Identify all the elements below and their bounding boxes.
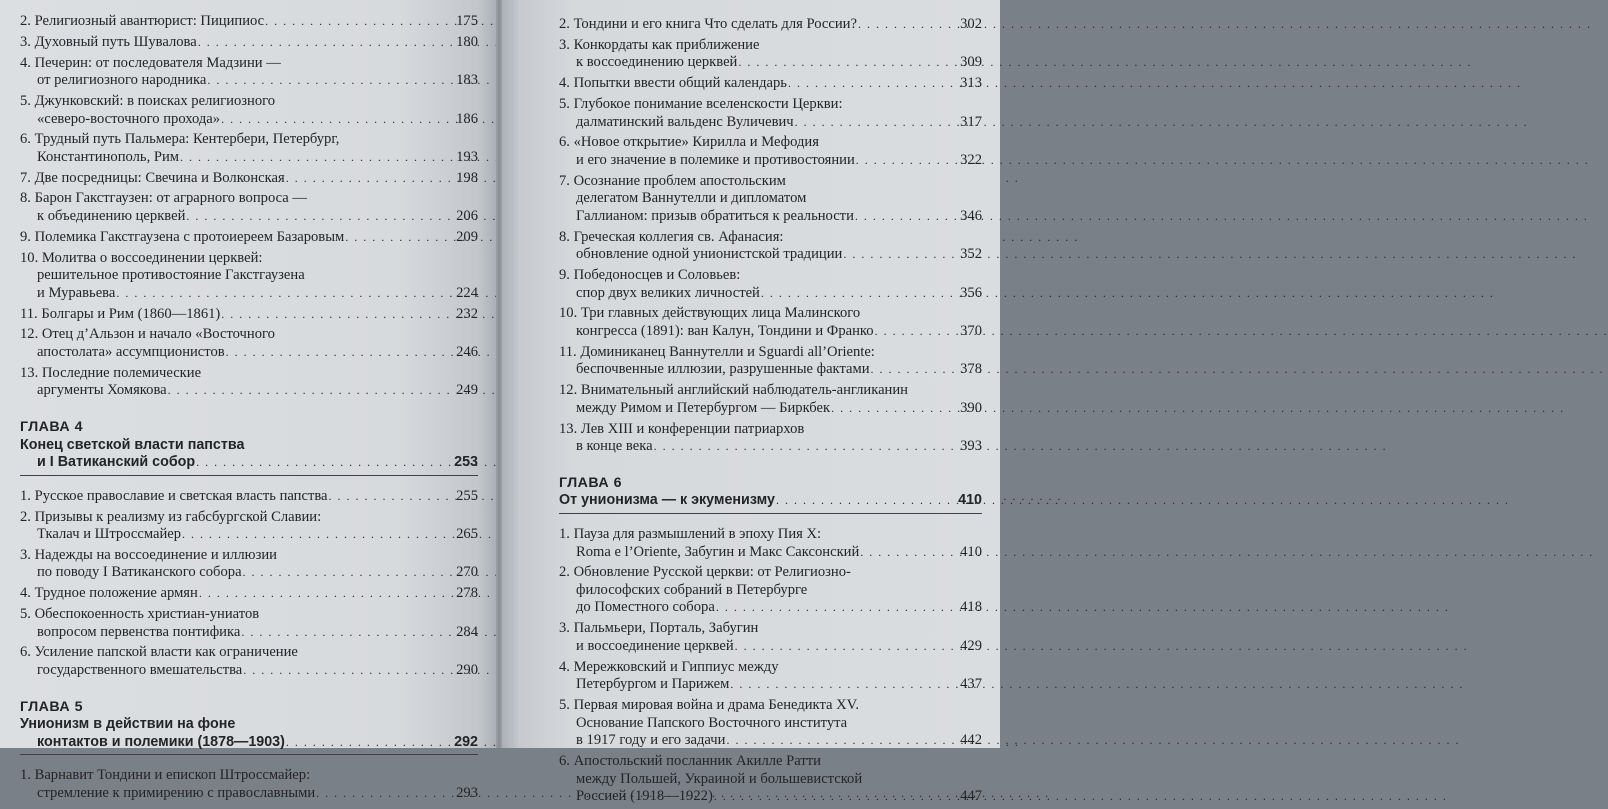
toc-entry [20,13,478,31]
toc-entry [559,16,982,34]
page-number: 265 [456,526,478,543]
page-number: 356 [960,284,982,301]
chapter-6 [559,475,982,514]
entry-line: контактов и полемики (1878—1903) [37,733,285,750]
page-number: 309 [960,54,982,71]
toc-entry [20,547,478,582]
dot-leader [221,306,455,324]
entry-line: к воссоединению церквей [576,54,738,71]
toc-entry [559,267,982,302]
entry-line: 10. Молитва о воссоединении церквей: [20,249,263,266]
entry-line: Roma e l’Oriente, Забугин и Макс Саксонский [576,543,860,560]
entry-line: в конце века [576,438,653,455]
page-number: 183 [456,72,478,89]
entry-line: и его значение в полемике и противостоянии [576,151,855,168]
entry-line: от религиозного народника [37,72,207,89]
toc-entry [20,170,478,188]
entry-line: конгресса (1891): ван Калун, Тондини и Франко [576,323,874,339]
dot-leader [345,229,455,247]
entry-last-line [20,344,478,362]
entry-last-line [559,492,982,510]
entry-line: Константинополь, Рим [37,148,180,165]
entry-last-line [20,170,478,188]
toc-entry [20,131,478,166]
page-number: 293 [456,784,478,801]
page-number: 246 [456,343,478,360]
page-number: 410 [958,492,982,509]
dot-leader [761,285,959,303]
page-number: 429 [960,637,982,654]
entry-line: и I Ватиканский собор [37,454,196,471]
chapter-4 [20,419,478,476]
page-number: 284 [456,623,478,640]
chapter-5-entries [20,767,478,802]
page-number: 410 [960,543,982,560]
entry-line: 5. Обеспокоенность христиан-униатов [20,606,260,623]
right-top-entries [559,16,982,456]
page-number: 292 [454,733,478,750]
entry-last-line [20,564,478,582]
page-number: 290 [456,662,478,678]
toc-entry [20,606,478,641]
page-number: 352 [960,246,982,263]
dot-leader [186,208,455,226]
page-number: 370 [960,323,982,339]
page-number: 255 [456,487,478,504]
entry-last-line [559,16,982,34]
entry-last-line [559,361,982,379]
page-number: 390 [960,399,982,416]
entry-line: далматинский вальденс Вуличевич [576,113,794,130]
dot-leader [207,72,455,90]
toc-entry [559,659,982,694]
entry-line: Россией (1918—1922) [576,788,713,805]
toc-entry [20,306,478,324]
entry-last-line [559,208,982,226]
entry-line: 6. «Новое открытие» Кирилла и Мефодия [559,134,819,151]
chapter-6-entries [559,526,982,806]
page-number: 253 [454,454,478,471]
chapter-6-rule [559,513,982,514]
entry-line: философских собраний в Петербурге [576,581,808,598]
toc-entry [20,585,478,603]
chapter-4-entries [20,488,478,680]
entry-line: 7. Две посредницы: Свечина и Волконская [20,169,285,186]
entry-last-line [559,54,982,72]
toc-entry [559,134,982,169]
entry-line: 6. Трудный путь Пальмера: Кентербери, Петербург, [20,131,340,148]
entry-line: 6. Апостольский посланник Акилле Ратти [559,752,821,769]
entry-line: и воссоединение церквей [576,637,734,654]
toc-entry [20,644,478,679]
entry-line: 2. Призывы к реализму из габсбургской Славии: [20,508,322,525]
entry-last-line [20,229,478,247]
entry-last-line [20,662,478,680]
entry-last-line [559,788,982,806]
toc-entry [559,75,982,93]
chapter-5-rule [20,754,478,755]
toc-entry [20,34,478,52]
entry-line: 3. Конкордаты как приближение [559,36,760,53]
page-number: 270 [456,564,478,581]
page-number: 442 [960,732,982,749]
dot-leader [265,13,455,31]
page-number: 206 [456,208,478,225]
entry-line: стремление к примирению с православными [37,784,316,801]
dot-leader [226,344,455,362]
entry-last-line [559,732,982,750]
entry-line: 4. Печерин: от последователя Мадзини — [20,54,281,71]
entry-line: делегатом Ваннутелли и дипломатом [576,190,807,207]
page-number: 317 [960,113,982,130]
entry-last-line [20,111,478,129]
entry-line: 5. Джунковский: в поисках религиозного [20,92,276,109]
entry-line: 4. Попытки ввести общий календарь [559,75,787,92]
page-number: 186 [456,110,478,127]
entry-last-line [20,208,478,226]
entry-line: к объединению церквей [37,208,186,225]
toc-entry [20,509,478,544]
entry-line: Основание Папского Восточного института [576,714,848,731]
entry-last-line [20,585,478,603]
entry-line: 5. Глубокое понимание вселенскости Церкви: [559,95,843,112]
entry-last-line [20,72,478,90]
dot-leader [180,149,455,167]
dot-leader [221,111,455,129]
entry-last-line [20,734,478,752]
entry-line: 2. Тондини и его книга Что сделать для России? [559,16,857,32]
page-number: 447 [960,788,982,805]
entry-line: решительное противостояние Гакстгаузена [37,267,305,284]
page-number: 418 [960,599,982,616]
dot-leader [875,323,960,341]
page-number: 322 [960,151,982,168]
chapter-4-title [20,437,478,472]
chapter-4-rule [20,475,478,476]
entry-line: 8. Барон Гакстгаузен: от аграрного вопроса — [20,190,307,207]
entry-last-line [20,624,478,642]
entry-last-line [20,149,478,167]
toc-entry [20,767,478,802]
entry-line: между Римом и Петербургом — Биркбек [576,399,831,416]
toc-entry [559,564,982,617]
entry-line: 5. Первая мировая война и драма Бенедикта XV. [559,697,859,713]
dot-leader [843,246,959,264]
left-top-entries [20,13,478,400]
entry-line: «северо-восточного прохода» [37,110,221,127]
entry-line: беспочвенные иллюзии, разрушенные фактами [576,361,870,378]
toc-entry [20,365,478,400]
left-page [0,0,498,801]
entry-line: между Польшей, Украиной и большевистской [576,770,863,787]
book-gutter [496,0,502,748]
toc-entry [20,229,478,247]
dot-leader [714,788,959,806]
entry-line: государственного вмешательства [37,662,243,678]
dot-leader [243,662,455,680]
chapter-title-block [559,492,982,510]
entry-last-line [559,638,982,656]
toc-entry [559,305,982,340]
entry-last-line [559,400,982,418]
chapter-title-block [20,437,478,472]
toc-entry [559,382,982,417]
entry-line: спор двух великих личностей [576,284,760,301]
entry-line: 12. Отец д’Альзон и начало «Восточного [20,326,275,343]
entry-last-line [20,382,478,400]
page-number: 224 [456,284,478,301]
page-number: 180 [456,33,478,50]
chapter-5-title [20,716,478,751]
dot-leader [241,624,455,642]
entry-line: аргументы Хомякова [37,382,167,399]
dot-leader [716,599,959,617]
page-number: 278 [456,585,478,602]
entry-last-line [559,544,982,562]
toc-entry [20,488,478,506]
entry-line: 6. Усиление папской власти как ограничение [20,644,298,661]
entry-line: Конец светской власти папства [20,436,245,453]
dot-leader [199,585,455,603]
entry-last-line [559,676,982,694]
entry-line: Галлианом: призыв обратиться к реальности [576,207,854,224]
page-number: 393 [960,438,982,455]
entry-line: 3. Духовный путь Шувалова [20,33,197,50]
entry-last-line [20,488,478,506]
entry-line: 1. Варнавит Тондини и епископ Штроссмайер: [20,767,311,784]
toc-entry [559,173,982,226]
entry-line: 1. Русское православие и светская власть папства [20,487,328,504]
page-number: 198 [456,169,478,186]
dot-leader [726,732,959,750]
toc-entry [20,93,478,128]
dot-leader [182,526,455,544]
entry-line: 3. Пальмьери, Порталь, Забугин [559,620,759,637]
dot-leader [788,75,959,93]
entry-line: От унионизма — к экуменизму [559,492,775,509]
chapter-6-label: ГЛАВА 6 [559,474,623,491]
right-toc-column [559,16,982,809]
entry-line: 12. Внимательный английский наблюдатель-англиканин [559,382,908,399]
dot-leader [168,382,455,400]
page-number: 249 [456,382,478,399]
entry-line: 2. Обновление Русской церкви: от Религиозно- [559,564,851,581]
entry-last-line [20,454,478,472]
entry-line: 4. Трудное положение армян [20,585,198,602]
page-number: 378 [960,361,982,378]
dot-leader [738,54,959,72]
toc-entry [559,526,982,561]
toc-entry [559,96,982,131]
entry-last-line [559,246,982,264]
entry-last-line [559,114,982,132]
entry-last-line [20,785,478,803]
page-number: 193 [456,148,478,165]
dot-leader [198,34,455,52]
entry-last-line [559,152,982,170]
toc-entry [559,620,982,655]
dot-leader [795,114,960,132]
entry-last-line [20,526,478,544]
dot-leader [855,208,959,226]
entry-line: 3. Надежды на воссоединение и иллюзии [20,546,277,563]
entry-line: по поводу I Ватиканского собора [37,564,242,581]
page-number: 209 [456,228,478,245]
entry-line: 11. Доминиканец Ваннутелли и Sguardi all’Oriente: [559,343,875,360]
entry-line: 4. Мережковский и Гиппиус между [559,658,779,675]
page-number: 232 [456,305,478,322]
dot-leader [116,285,455,303]
entry-last-line [20,34,478,52]
dot-leader [856,152,959,170]
toc-entry [20,250,478,303]
page-number: 313 [960,75,982,92]
toc-entry [20,326,478,361]
toc-entry [559,753,982,806]
dot-leader [730,676,959,694]
entry-last-line [20,306,478,324]
page-number: 437 [960,676,982,693]
entry-line: 11. Болгары и Рим (1860—1861) [20,305,221,322]
entry-line: 13. Лев XIII и конференции патриархов [559,420,805,437]
toc-entry [559,37,982,72]
entry-line: вопросом первенства понтифика [37,623,241,640]
left-toc-column [20,13,478,806]
toc-entry [559,229,982,264]
entry-line: в 1917 году и его задачи [576,732,726,749]
entry-line: 13. Последние полемические [20,364,202,381]
entry-line: Ткалач и Штроссмайер [37,526,182,543]
entry-line: 9. Полемика Гакстгаузена с протоиереем Базаровым [20,228,345,245]
entry-last-line [20,13,478,31]
dot-leader [858,16,959,34]
toc-entry [20,190,478,225]
entry-last-line [559,438,982,456]
chapter-4-label: ГЛАВА 4 [20,418,84,435]
entry-line: 8. Греческая коллегия св. Афанасия: [559,228,784,245]
entry-line: 1. Пауза для размышлений в эпоху Пия X: [559,525,822,542]
entry-line: до Поместного собора [576,599,715,616]
entry-line: и Муравьева [37,284,116,301]
dot-leader [316,785,455,803]
entry-last-line [559,323,982,341]
entry-line: Петербургом и Парижем [576,676,730,693]
toc-entry [559,697,982,750]
dot-leader [735,638,959,656]
entry-line: 9. Победоносцев и Соловьев: [559,267,741,284]
chapter-6-title [559,492,982,510]
chapter-5-label: ГЛАВА 5 [20,698,84,715]
entry-last-line [559,75,982,93]
entry-line: 10. Три главных действующих лица Малинского [559,305,861,322]
dot-leader [243,564,456,582]
page-number: 175 [456,13,478,29]
entry-last-line [559,285,982,303]
page-number: 346 [960,207,982,224]
dot-leader [329,488,456,506]
chapter-title-block [20,716,478,751]
dot-leader [860,544,959,562]
entry-last-line [20,285,478,303]
toc-entry [559,421,982,456]
entry-line: обновление одной унионистской традиции [576,246,843,263]
dot-leader [196,454,453,472]
dot-leader [286,734,453,752]
toc-entry [20,55,478,90]
dot-leader [831,400,959,418]
entry-line: Унионизм в действии на фоне [20,716,236,733]
chapter-5 [20,699,478,756]
entry-line: апостолата» ассумпционистов [37,343,225,360]
page-number: 302 [960,16,982,32]
dot-leader [286,170,455,188]
entry-line: 7. Осознание проблем апостольским [559,172,786,189]
toc-entry [559,344,982,379]
dot-leader [871,361,960,379]
entry-line: 2. Религиозный авантюрист: Пиципиос [20,13,265,29]
dot-leader [776,492,957,510]
entry-last-line [559,599,982,617]
dot-leader [654,438,960,456]
